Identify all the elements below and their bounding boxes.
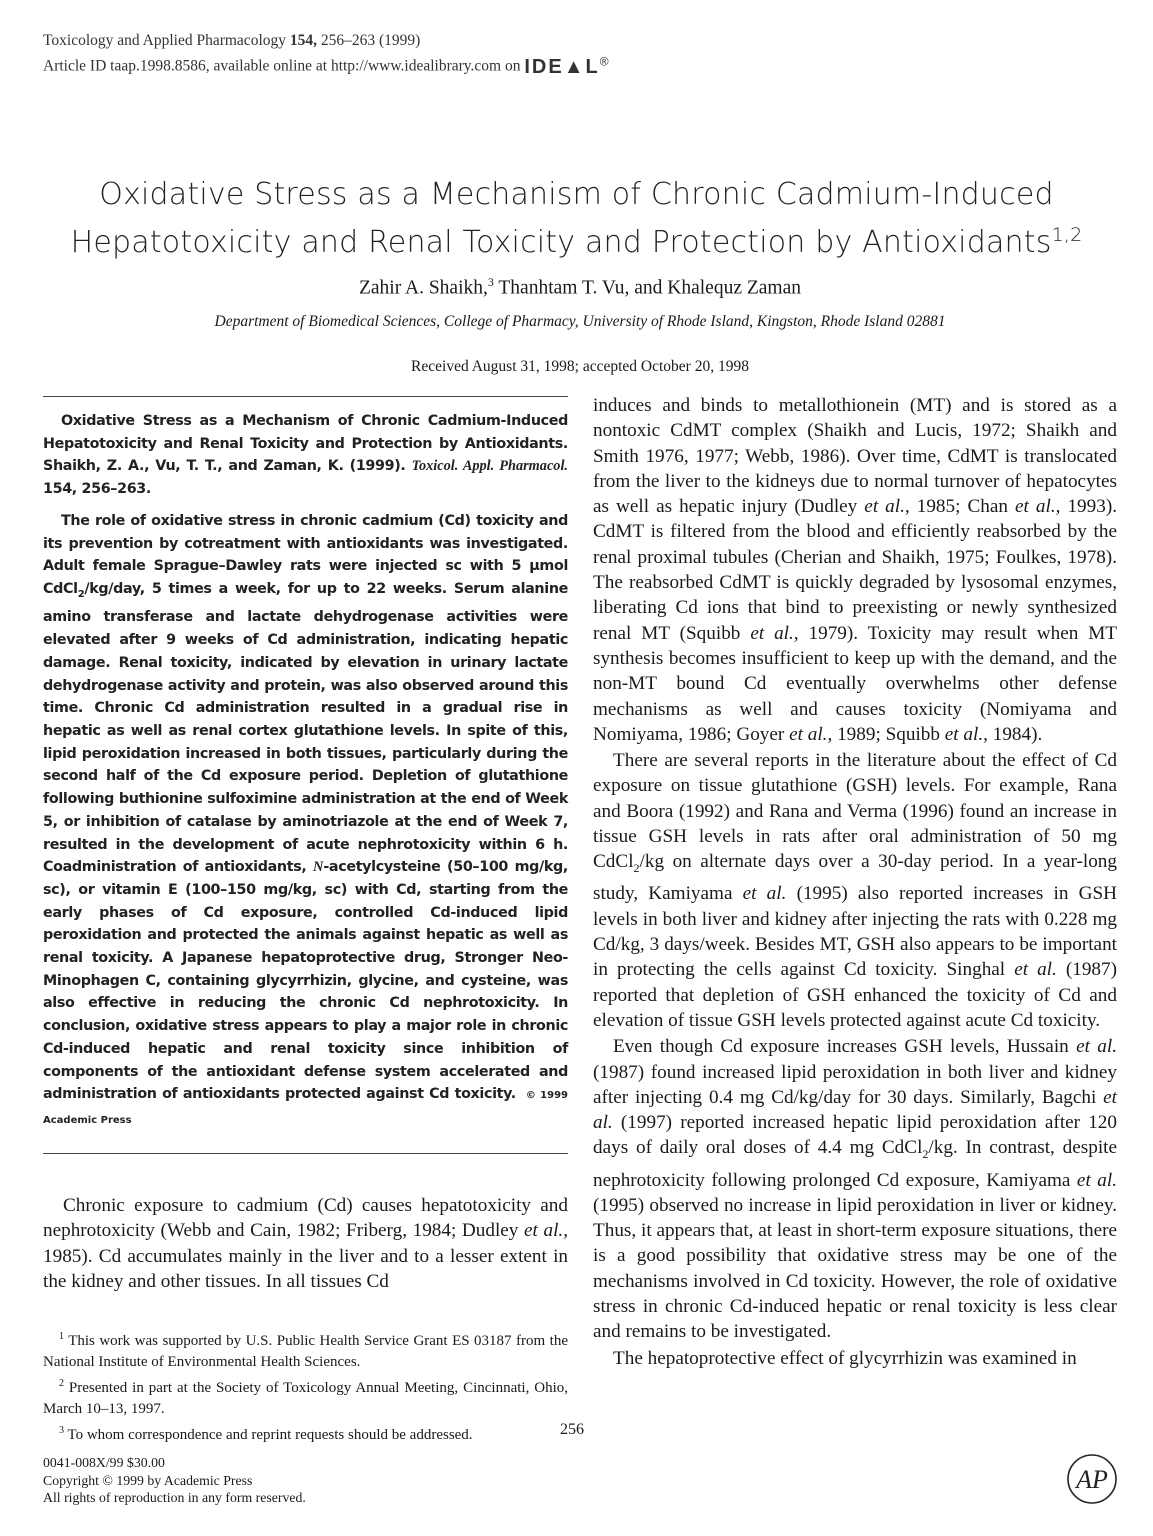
title-line-2-wrap <box>0 215 1153 263</box>
academic-press-logo-icon <box>1066 1453 1118 1505</box>
page-number: 256 <box>560 1421 584 1438</box>
citation-et-al: et al. <box>742 883 787 905</box>
footnote-3-marker: 3 <box>59 1425 64 1436</box>
abstract-body-part-b: /kg/day, 5 times a week, for up to 22 weeks. Serum alanine amino transferase and lactate dehydrogenase activities were elevated after 9 weeks of Cd administration, indicating hepatic damage. Renal toxicity, indicated by elevation in urinary lactate dehydrogenase activity and protein, was also observed around this time. Chronic Cd administration resulted in a gradual rise in hepatic as well as renal cortex glutathione levels. In spite of this, lipid peroxidation increased in both tissues, particularly during the second half of the Cd exposure period. Depletion of glutathione following buthionine sulfoximine administration at the end of Week 5, or inhibition of catalase by aminotriazole at the end of Week 7, resulted in the development of acute nephrotoxicity within 6 h. Coadministration of antioxidants, <box>43 580 568 876</box>
author-list <box>0 275 1153 300</box>
abstract-citation-text: Oxidative Stress as a Mechanism of Chronic Cadmium-Induced Hepatotoxicity and Renal Toxicity and Protection by Antioxidants. Shaikh, Z. A., Vu, T. T., and Zaman, K. (1999). <box>43 413 568 475</box>
body-p3-text-c: (1997) reported increased hepatic lipid peroxidation after 120 days of daily oral doses of 4.4 mg CdCl <box>593 1112 1117 1159</box>
body-paragraph-lipid <box>593 1034 1117 1344</box>
footnote-1-marker: 1 <box>59 1331 64 1342</box>
abstract-body-part-c: -acetylcysteine (50–100 mg/kg, sc), or vitamin E (100–150 mg/kg, sc) with Cd, starting from the early phases of Cd exposure, controlled Cd-induced lipid peroxidation and protected the animals against hepatic as well as renal toxicity. A Japanese hepatoprotective drug, Stronger Neo-Minophagen C, containing glycyrrhizin, glycine, and cysteine, was also effective in reducing the chronic Cd nephrotoxicity. In conclusion, oxidative stress appears to play a major role in chronic Cd-induced hepatic and renal toxicity since inhibition of components of the antioxidant defense system accelerated and administration of antioxidants protected against Cd toxicity. <box>43 859 568 1103</box>
journal-volume: 154, <box>289 32 317 49</box>
paper-title <box>0 175 1153 263</box>
citation-et-al: et al., <box>1015 496 1061 518</box>
copyright-line: Copyright © 1999 by Academic Press <box>43 1472 253 1488</box>
abstract-volume-pages: 154, 256–263. <box>43 481 151 498</box>
ideal-logo <box>524 56 608 78</box>
abstract-journal: Toxicol. Appl. Pharmacol. <box>411 458 568 475</box>
citation-et-al: et al., <box>524 1220 568 1242</box>
abstract-italic-n: N <box>313 859 324 876</box>
copyright-block <box>43 1454 306 1507</box>
abstract-citation <box>43 410 568 501</box>
footnote-2-marker: 2 <box>59 1378 64 1389</box>
abstract-bottom-rule <box>43 1153 568 1154</box>
academic-press-logo-text: AP <box>1076 1465 1108 1494</box>
footnote-2-text: Presented in part at the Society of Toxicology Annual Meeting, Cincinnati, Ohio, March 10–13, 1997. <box>43 1380 568 1417</box>
journal-citation-line <box>43 31 609 51</box>
title-line-1: Oxidative Stress as a Mechanism of Chronic Cadmium-Induced <box>99 177 1054 212</box>
article-id-text: Article ID taap.1998.8586, available online at http://www.idealibrary.com on <box>43 57 521 75</box>
rights-line: All rights of reproduction in any form reserved. <box>43 1490 306 1505</box>
citation-et-al: et al., <box>750 622 799 644</box>
footnote-1 <box>43 1326 568 1373</box>
body-p1-text-f: 1984). <box>987 723 1043 745</box>
body-p2-text-a: There are several reports in the literature about the effect of Cd exposure on tissue glutathione (GSH) levels. For example, Rana and Boora (1992) and Rana and Verma (1996) found an increase in tissue GSH levels in rats after oral administration of 50 mg CdCl <box>593 750 1117 873</box>
body-paragraph-glycyrrhizin <box>593 1346 1117 1371</box>
abstract-body <box>43 510 568 1133</box>
citation-et-al: et al. <box>593 1086 1117 1134</box>
intro-paragraph-1 <box>43 1193 568 1294</box>
citation-et-al: et al., <box>789 723 833 745</box>
issn-price: 0041-008X/99 $30.00 <box>43 1455 165 1470</box>
abstract-top-rule <box>43 396 568 397</box>
footnote-2 <box>43 1373 568 1420</box>
body-paragraph-gsh <box>593 748 1117 1033</box>
ideal-logo-text: IDE▲L <box>524 55 600 78</box>
body-p2-text-b: /kg on alternate days over a 30-day period. In a year-long study, Kamiyama <box>593 851 1117 905</box>
body-p2-text-c: (1995) also reported increases in GSH levels in both liver and kidney after injecting the rats with 0.228 mg Cd/kg, 3 days/week. Besides MT, GSH also appears to be important in protecting the cells against Cd toxicity. Singhal <box>593 883 1118 981</box>
running-header <box>43 31 609 77</box>
intro-p1-text-b: 1985). Cd accumulates mainly in the liver and to a lesser extent in the kidney and other tissues. In all tissues Cd <box>43 1245 568 1292</box>
body-p1-text-e: 1989; Squibb <box>832 723 945 745</box>
body-p2-text-d: (1987) reported that depletion of GSH enhanced the toxicity of Cd and elevation of tissue GSH levels protected against acute Cd toxicity. <box>593 959 1117 1031</box>
body-p1-text-d: 1979). Toxicity may result when MT synthesis becomes insufficient to keep up with the demand, and the non-MT bound Cd eventually overwhelms other defense mechanisms as well and causes toxicity (Nomiyama and Nomiyama, 1986; Goyer <box>593 622 1118 745</box>
ideal-logo-registered: ® <box>599 54 609 68</box>
citation-et-al: et al., <box>864 496 910 518</box>
other-authors: Thanhtam T. Vu, and Khalequz Zaman <box>493 277 802 299</box>
title-footnote-marker: 1,2 <box>1051 224 1083 246</box>
abstract-copyright: © 1999 Academic Press <box>43 1090 568 1126</box>
body-p3-text-a: Even though Cd exposure increases GSH levels, Hussain <box>613 1036 1077 1058</box>
journal-pages: 256–263 (1999) <box>317 32 421 49</box>
body-p4-text: The hepatoprotective effect of glycyrrhizin was examined in <box>613 1347 1077 1369</box>
body-p3-text-b: (1987) found increased lipid peroxidation in both liver and kidney after injecting 0.4 mg Cd/kg/day for 30 days. Similarly, Bagchi <box>593 1061 1117 1108</box>
citation-et-al: et al. <box>1076 1169 1117 1191</box>
footnotes <box>43 1326 568 1446</box>
author-1-footnote-marker: 3 <box>487 275 494 289</box>
abstract-body-part-a: The role of oxidative stress in chronic cadmium (Cd) toxicity and its prevention by cotreatment with antioxidants was investigated. Adult female Sprague–Dawley rats were injected sc with 5 μmol CdCl <box>43 512 568 597</box>
body-p1-text-c: 1993). CdMT is filtered from the blood and efficiently reabsorbed by the renal proximal tubules (Cherian and Shaikh, 1975; Foulkes, 1978). The reabsorbed CdMT is quickly degraded by lysosomal enzymes, liberating Cd ions that bind to preexisting or newly synthesized renal MT (Squibb <box>593 496 1118 644</box>
citation-et-al: et al. <box>1076 1036 1117 1058</box>
author-1: Zahir A. Shaikh, <box>358 277 488 299</box>
footnote-1-text: This work was supported by U.S. Public Health Service Grant ES 03187 from the National Institute of Environmental Health Sciences. <box>43 1333 568 1370</box>
body-p3-text-d: /kg. In contrast, despite nephrotoxicity following prolonged Cd exposure, Kamiyama <box>593 1137 1117 1191</box>
citation-et-al: et al. <box>1014 959 1057 981</box>
subscript: 2 <box>633 861 640 876</box>
affiliation: Department of Biomedical Sciences, College of Pharmacy, University of Rhode Island, Kingston, Rhode Island 02881 <box>214 313 946 330</box>
abstract <box>43 410 568 1133</box>
title-line-2: Hepatotoxicity and Renal Toxicity and Protection by Antioxidants <box>70 225 1052 260</box>
footnote-3-text: To whom correspondence and reprint requests should be addressed. <box>64 1427 473 1443</box>
body-p1-text-b: 1985; Chan <box>909 496 1016 518</box>
body-p3-text-e: (1995) observed no increase in lipid peroxidation in liver or kidney. Thus, it appears that, at least in short-term exposure situations, there is a good possibility that oxidative stress may be one of the mechanisms involved in Cd toxicity. However, the role of oxidative stress in chronic Cd-induced hepatic or renal toxicity is less clear and remains to be investigated. <box>593 1194 1117 1343</box>
body-p1-text-a: induces and binds to metallothionein (MT) and is stored as a nontoxic CdMT complex (Shaikh and Lucis, 1972; Shaikh and Smith 1976, 1977; Webb, 1986). Over time, CdMT is translocated from the liver to the kidneys due to normal turnover of hepatocytes as well as hepatic injury (Dudley <box>593 395 1117 518</box>
intro-p1-text-a: Chronic exposure to cadmium (Cd) causes hepatotoxicity and nephrotoxicity (Webb and Cain, 1982; Friberg, 1984; Dudley <box>43 1195 568 1242</box>
left-column-body <box>43 1193 568 1294</box>
subscript: 2 <box>922 1147 929 1162</box>
article-id-line <box>43 51 609 77</box>
journal-name: Toxicology and Applied Pharmacology <box>43 32 290 49</box>
received-dates: Received August 31, 1998; accepted October 20, 1998 <box>411 358 749 375</box>
citation-et-al: et al., <box>944 723 988 745</box>
body-paragraph-continued <box>593 393 1117 747</box>
footnote-3 <box>43 1420 568 1446</box>
abstract-subscript: 2 <box>77 588 85 600</box>
right-column-body <box>593 393 1117 1371</box>
